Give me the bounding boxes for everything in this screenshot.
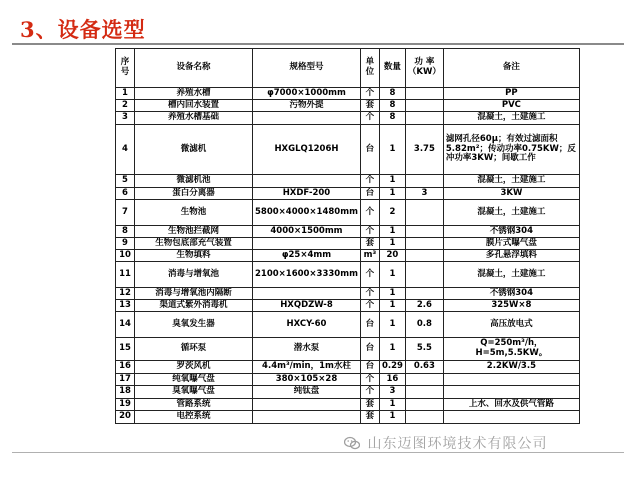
cell-unit: 台 (360, 188, 379, 200)
cell-unit: 套 (360, 399, 379, 411)
cell-power (405, 226, 443, 238)
cell-remark: PP (443, 88, 579, 100)
cell-qty: 1 (379, 175, 405, 188)
cell-remark: 混凝土，土建施工 (443, 200, 579, 226)
cell-unit: 个 (360, 374, 379, 386)
cell-qty: 1 (379, 312, 405, 338)
cell-spec: HXGLQ1206H (253, 125, 361, 175)
cell-unit: 台 (360, 361, 379, 374)
cell-spec (253, 175, 361, 188)
cell-remark: 325W×8 (443, 300, 579, 312)
cell-no: 12 (116, 288, 135, 300)
table-row (116, 411, 580, 424)
cell-remark (443, 374, 579, 386)
cell-remark: 膜片式曝气盘 (443, 238, 579, 250)
cell-name: 臭氧曝气盘 (135, 386, 253, 399)
cell-no: 6 (116, 188, 135, 200)
cell-spec: φ25×4mm (253, 250, 361, 262)
cell-name: 臭氧发生器 (135, 312, 253, 338)
cell-power (405, 411, 443, 424)
cell-power: 0.8 (405, 312, 443, 338)
cell-unit: m³ (360, 250, 379, 262)
table-row (116, 312, 580, 338)
cell-power (405, 262, 443, 288)
cell-power (405, 288, 443, 300)
cell-no: 19 (116, 399, 135, 411)
cell-spec: 4.4m³/min，1m水柱 (253, 361, 361, 374)
cell-no: 20 (116, 411, 135, 424)
cell-unit: 台 (360, 125, 379, 175)
cell-spec: 污物外提 (253, 100, 361, 112)
cell-spec (253, 288, 361, 300)
cell-power (405, 88, 443, 100)
header-no: 序号 (116, 49, 135, 88)
cell-name: 循环泵 (135, 338, 253, 361)
cell-name: 渠道式紫外消毒机 (135, 300, 253, 312)
cell-spec (253, 238, 361, 250)
cell-unit: 个 (360, 386, 379, 399)
cell-remark: 混凝土，土建施工 (443, 262, 579, 288)
table-row (116, 399, 580, 411)
header-remark: 备注 (443, 49, 579, 88)
cell-qty: 8 (379, 88, 405, 100)
table-row (116, 361, 580, 374)
cell-unit: 个 (360, 262, 379, 288)
cell-remark: Q=250m³/h，H=5m,5.5KW。 (443, 338, 579, 361)
cell-qty: 1 (379, 300, 405, 312)
cell-spec (253, 411, 361, 424)
table-header-row (116, 49, 580, 88)
cell-no: 15 (116, 338, 135, 361)
cell-qty: 16 (379, 374, 405, 386)
header-unit: 单位 (360, 49, 379, 88)
cell-qty: 1 (379, 226, 405, 238)
cell-remark: 混凝土，土建施工 (443, 112, 579, 125)
table-row (116, 238, 580, 250)
cell-unit: 个 (360, 300, 379, 312)
cell-no: 4 (116, 125, 135, 175)
cell-power (405, 238, 443, 250)
cell-qty: 1 (379, 262, 405, 288)
table-row (116, 288, 580, 300)
cell-qty: 1 (379, 399, 405, 411)
cell-spec: 潜水泵 (253, 338, 361, 361)
cell-no: 5 (116, 175, 135, 188)
cell-unit: 个 (360, 175, 379, 188)
table-row (116, 226, 580, 238)
cell-name: 罗茨风机 (135, 361, 253, 374)
cell-no: 9 (116, 238, 135, 250)
table-row (116, 300, 580, 312)
cell-name: 消毒与增氧池内隔断 (135, 288, 253, 300)
cell-name: 生物池拦截网 (135, 226, 253, 238)
cell-spec: φ7000×1000mm (253, 88, 361, 100)
cell-spec: 纯钛盘 (253, 386, 361, 399)
cell-qty: 3 (379, 386, 405, 399)
cell-power (405, 250, 443, 262)
cell-remark: 高压放电式 (443, 312, 579, 338)
cell-no: 13 (116, 300, 135, 312)
cell-remark: 不锈钢304 (443, 226, 579, 238)
cell-qty: 1 (379, 338, 405, 361)
cell-unit: 台 (360, 338, 379, 361)
cell-qty: 8 (379, 112, 405, 125)
page-title: 3、设备选型 (20, 17, 146, 42)
cell-spec: 4000×1500mm (253, 226, 361, 238)
table-row (116, 112, 580, 125)
cell-unit: 套 (360, 411, 379, 424)
cell-remark: 多孔悬浮填料 (443, 250, 579, 262)
cell-unit: 个 (360, 112, 379, 125)
watermark-text: 山东迈图环境技术有限公司 (367, 436, 548, 452)
cell-no: 1 (116, 88, 135, 100)
cell-power: 3 (405, 188, 443, 200)
cell-power: 0.63 (405, 361, 443, 374)
cell-remark: 不锈钢304 (443, 288, 579, 300)
cell-remark: 2.2KW/3.5 (443, 361, 579, 374)
cell-name: 生物池 (135, 200, 253, 226)
table-row (116, 386, 580, 399)
header-qty: 数量 (379, 49, 405, 88)
cell-name: 养殖水槽基础 (135, 112, 253, 125)
cell-qty: 0.29 (379, 361, 405, 374)
cell-name: 槽内回水装置 (135, 100, 253, 112)
top-divider (12, 43, 624, 45)
cell-qty: 1 (379, 125, 405, 175)
cell-spec: 5800×4000×1480mm (253, 200, 361, 226)
cell-remark: 滤网孔径60μ；有效过滤面积5.82m²；传动功率0.75KW；反冲功率3KW；间歇工作 (443, 125, 579, 175)
cell-power (405, 374, 443, 386)
watermark (344, 433, 634, 453)
header-spec: 规格型号 (253, 49, 361, 88)
cell-name: 养殖水槽 (135, 88, 253, 100)
cell-no: 10 (116, 250, 135, 262)
table-row (116, 125, 580, 175)
header-name: 设备名称 (135, 49, 253, 88)
cell-spec: HXQDZW-8 (253, 300, 361, 312)
table-row (116, 88, 580, 100)
cell-unit: 个 (360, 88, 379, 100)
cell-name: 微滤机池 (135, 175, 253, 188)
cell-no: 16 (116, 361, 135, 374)
cell-no: 8 (116, 226, 135, 238)
table-row (116, 262, 580, 288)
cell-name: 蛋白分离器 (135, 188, 253, 200)
cell-spec (253, 112, 361, 125)
cell-unit: 台 (360, 312, 379, 338)
cell-remark (443, 411, 579, 424)
cell-spec: HXDF-200 (253, 188, 361, 200)
cell-qty: 20 (379, 250, 405, 262)
cell-name: 电控系统 (135, 411, 253, 424)
cell-no: 2 (116, 100, 135, 112)
table-row (116, 188, 580, 200)
cell-power (405, 175, 443, 188)
cell-power (405, 100, 443, 112)
cell-unit: 个 (360, 226, 379, 238)
cell-power (405, 386, 443, 399)
cell-qty: 2 (379, 200, 405, 226)
cell-remark: 混凝土，土建施工 (443, 175, 579, 188)
cell-qty: 8 (379, 100, 405, 112)
cell-no: 11 (116, 262, 135, 288)
cell-qty: 1 (379, 411, 405, 424)
table-row (116, 374, 580, 386)
cell-name: 微滤机 (135, 125, 253, 175)
cell-power (405, 399, 443, 411)
cell-remark (443, 386, 579, 399)
cell-spec (253, 399, 361, 411)
cell-unit: 套 (360, 238, 379, 250)
cell-remark: 上水、回水及供气管路 (443, 399, 579, 411)
cell-name: 生物填料 (135, 250, 253, 262)
cell-power: 2.6 (405, 300, 443, 312)
cell-power: 3.75 (405, 125, 443, 175)
cell-name: 生物包底部充气装置 (135, 238, 253, 250)
cell-spec: HXCY-60 (253, 312, 361, 338)
equipment-table (115, 48, 580, 424)
cell-power (405, 200, 443, 226)
cell-unit: 套 (360, 100, 379, 112)
cell-no: 14 (116, 312, 135, 338)
cell-unit: 个 (360, 288, 379, 300)
cell-name: 消毒与增氧池 (135, 262, 253, 288)
cell-spec: 2100×1600×3330mm (253, 262, 361, 288)
cell-no: 18 (116, 386, 135, 399)
wechat-icon (344, 436, 360, 450)
table-row (116, 175, 580, 188)
cell-name: 管路系统 (135, 399, 253, 411)
cell-remark: 3KW (443, 188, 579, 200)
table-row (116, 200, 580, 226)
cell-remark: PVC (443, 100, 579, 112)
table-row (116, 250, 580, 262)
table-row (116, 100, 580, 112)
cell-name: 纯氧曝气盘 (135, 374, 253, 386)
cell-spec: 380×105×28 (253, 374, 361, 386)
cell-no: 3 (116, 112, 135, 125)
cell-no: 17 (116, 374, 135, 386)
cell-unit: 个 (360, 200, 379, 226)
cell-qty: 1 (379, 188, 405, 200)
cell-power (405, 112, 443, 125)
cell-qty: 1 (379, 288, 405, 300)
cell-power: 5.5 (405, 338, 443, 361)
table-row (116, 338, 580, 361)
cell-no: 7 (116, 200, 135, 226)
header-power: 功 率（KW） (405, 49, 443, 88)
cell-qty: 1 (379, 238, 405, 250)
